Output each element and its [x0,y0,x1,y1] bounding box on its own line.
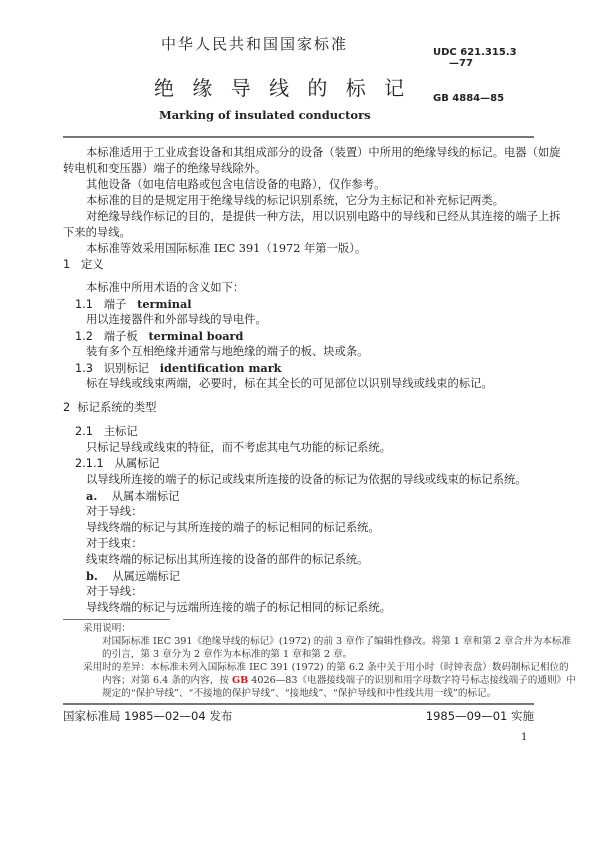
national-standard-heading: 中华人民共和国国家标准 [161,35,349,53]
item-label: b. [86,569,98,583]
clause-text: 只标记导线或线束的特征，而不考虑其电气功能的标记系统。 [86,441,392,454]
clause-text: 以导线所连接的端子的标记或线束所连接的设备的标记为依据的导线或线束的标记系统。 [86,473,527,486]
section-1-intro: 本标准中所用术语的含义如下： [86,281,245,294]
section-number: 2 [63,401,71,414]
intro-line: 下来的导线。 [63,226,131,239]
item-text: 对于线束： [86,537,143,550]
document-title-english: Marking of insulated conductors [159,108,371,122]
term-cn: 端子板 [103,330,138,343]
footnote-heading: 采用说明： [83,623,131,634]
intro-line: 本标准等效采用国际标准 IEC 391（1972 年第一版）。 [86,242,367,255]
gb-reference-link[interactable]: GB [231,675,249,686]
header-divider [63,136,534,138]
definition-text: 标在导线或线束两端，必要时，标在其全长的可见部位以识别导线或线束的标记。 [86,377,493,390]
definition-1-2 [75,329,243,344]
section-title: 标记系统的类型 [77,401,157,414]
section-number: 1 [63,258,71,271]
intro-line: 其他设备（如电信电路或包含电信设备的电路），仅作参考。 [86,178,386,191]
clause-number: 1.1 [75,298,93,311]
item-text: 导线终端的标记与其所连接的端子的标记相同的标记系统。 [86,521,380,534]
footnote-text: 4026—83《电器接线端子的识别和用字母数字符号标志接线端子的通则》中 [248,675,576,686]
item-title: 从属远端标记 [112,570,181,583]
term-cn: 端子 [103,298,127,311]
definition-text: 用以连接器件和外部导线的导电件。 [86,313,267,326]
item-text: 对于导线： [86,505,143,518]
section-title: 定义 [80,258,104,271]
footnote-text: 内容；对第 6.4 条的内容，按 [102,675,232,686]
footnote-line: 规定的“保护导线”、“不接地的保护导线”、“接地线”、“保护导线和中性线共用一线”的标记。 [102,688,497,699]
footnote-line [102,675,576,687]
intro-line: 转电机和变压器）端子的绝缘导线除外。 [63,162,267,175]
footer-divider [63,703,534,705]
section-1-heading [63,258,104,272]
item-text: 线束终端的标记标出其所连接的设备的部件的标记系统。 [86,553,369,566]
item-title: 从属本端标记 [111,490,180,503]
clause-title: 从属标记 [114,457,160,470]
item-text: 对于导线： [86,585,143,598]
term-en: terminal board [148,329,244,343]
item-b-heading [86,569,180,584]
intro-line: 本标准适用于工业成套设备和其组成部分的设备（装置）中所用的绝缘导线的标记。电器（如旋 [86,146,561,159]
gb-number: GB 4884—85 [433,93,505,104]
page-number: 1 [521,732,528,743]
clause-number: 1.3 [75,362,93,375]
intro-line: 本标准的目的是规定用于绝缘导线的标记识别系统，它分为主标记和补充标记两类。 [86,194,504,207]
definition-1-1 [75,297,192,312]
intro-line: 对绝缘导线作标记的目的，是提供一种方法，用以识别电路中的导线和已经从其连接的端子上拆 [86,210,561,223]
footnote-line: 对国际标准 IEC 391《绝缘导线的标记》(1972) 的前 3 章作了编辑性修改。将第 1 章和第 2 章合并为本标准 [102,636,572,647]
item-text: 导线终端的标记与远端所连接的端子的标记相同的标记系统。 [86,601,392,614]
clause-2-1-1-heading [75,457,160,471]
footnote-line: 采用时的差异：本标准未列入国际标准 IEC 391 (1972) 的第 6.2 条中关于用小时（时钟表盘）数码制标记相位的 [83,662,569,673]
clause-number: 2.1 [75,425,93,438]
clause-2-1-heading [75,425,138,439]
definition-1-3 [75,361,282,376]
footnote-line: 的引言，第 3 章分为 2 章作为本标准的第 1 章和第 2 章。 [102,649,353,660]
section-2-heading [63,401,156,415]
udc-code-suffix: —77 [449,58,473,69]
document-title: 绝 缘 导 线 的 标 记 [154,76,411,100]
term-en: terminal [137,297,192,311]
clause-number: 2.1.1 [75,457,104,470]
item-a-heading [86,489,179,504]
term-en: identification mark [159,361,282,375]
item-label: a. [86,489,98,503]
footnote-divider [63,619,170,620]
clause-title: 主标记 [103,425,138,438]
clause-number: 1.2 [75,330,93,343]
effective-date: 1985—09—01 实施 [425,709,534,723]
udc-code: UDC 621.315.3 [433,47,517,58]
term-cn: 识别标记 [103,362,149,375]
issue-date: 国家标准局 1985—02—04 发布 [63,709,233,723]
definition-text: 装有多个互相绝缘并通常与地绝缘的端子的板、块或条。 [86,345,369,358]
